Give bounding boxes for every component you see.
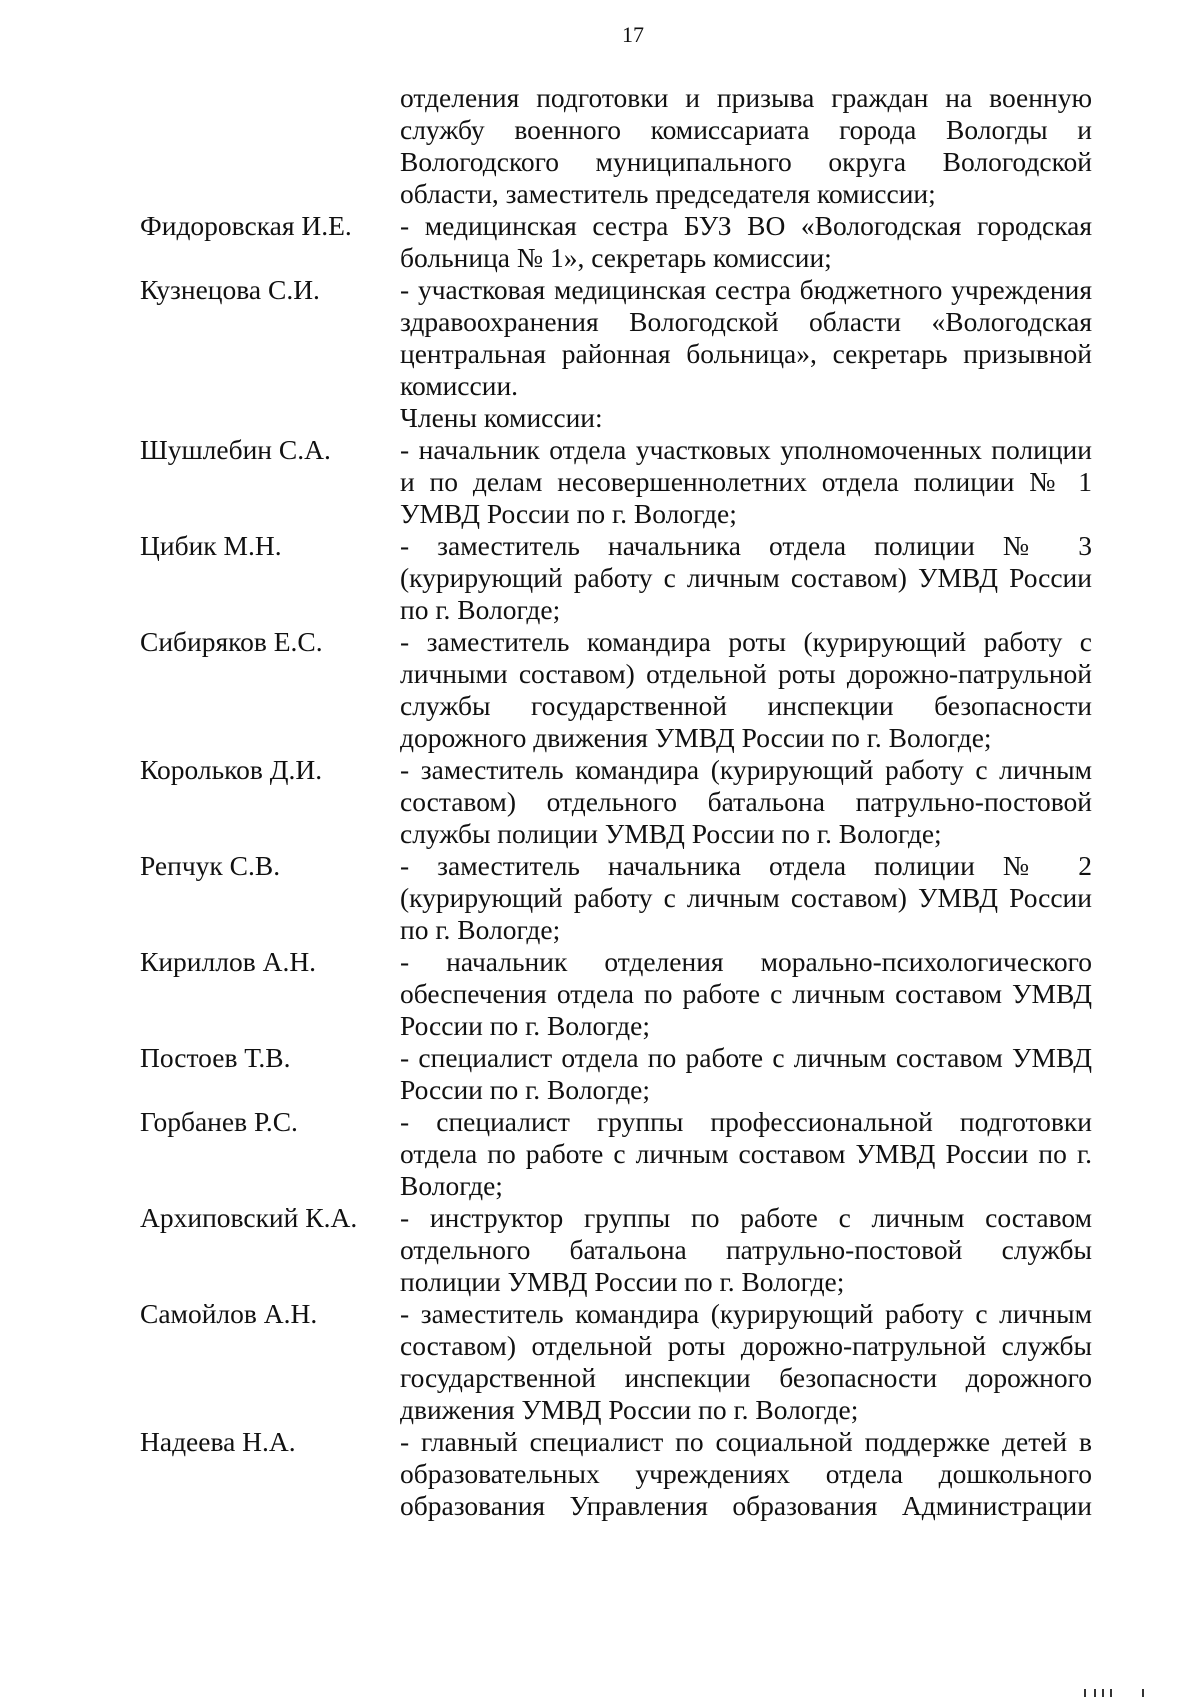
member-name: Самойлов А.Н. [140, 1298, 318, 1329]
member-description: - начальник отдела участковых уполномоченных полиции и по делам несовершеннолетних отдела полиции № 1 УМВД России по г. Вологде; [400, 434, 1092, 529]
commission-entry [140, 210, 1092, 274]
member-name: Кириллов А.Н. [140, 946, 317, 977]
member-entry [140, 850, 1092, 946]
member-description: - специалист группы профессиональной подготовки отдела по работе с личным составом УМВД России по г. Вологде; [400, 1106, 1092, 1201]
member-entry [140, 1298, 1092, 1426]
member-name: Корольков Д.И. [140, 754, 323, 785]
document-body [140, 82, 1092, 1522]
entry-name: Кузнецова С.И. [140, 274, 320, 305]
member-description: - инструктор группы по работе с личным составом отдельного батальона патрульно-постовой службы полиции УМВД России по г. Вологде; [400, 1202, 1092, 1297]
member-entry [140, 1426, 1092, 1522]
intro-text: отделения подготовки и призыва граждан на военную службу военного комиссариата города Вологды и Вологодского муниципального округа Вологодской области, заместитель председателя комиссии; [400, 82, 1092, 209]
member-entry [140, 754, 1092, 850]
member-description: - заместитель командира (курирующий работу с личным составом) отдельного батальона патрульно-постовой службы полиции УМВД России по г. Вологде; [400, 754, 1092, 849]
member-description: - заместитель командира (курирующий работу с личным составом) отдельной роты дорожно-патрульной службы государственной инспекции безопасности дорожного движения УМВД России по г. Вологде; [400, 1298, 1092, 1425]
entry-description: - участковая медицинская сестра бюджетного учреждения здравоохранения Вологодской области «Вологодская центральная районная больница», секретарь призывной комиссии. [400, 274, 1092, 401]
member-entry [140, 530, 1092, 626]
intro-row [140, 82, 1092, 210]
member-name: Репчук С.В. [140, 850, 281, 881]
member-description: - главный специалист по социальной поддержке детей в образовательных учреждениях отдела дошкольного образования Управления образования Администрации [400, 1426, 1092, 1521]
member-name: Шушлебин С.А. [140, 434, 331, 465]
member-name: Надеева Н.А. [140, 1426, 296, 1457]
member-description: - специалист отдела по работе с личным составом УМВД России по г. Вологде; [400, 1042, 1092, 1105]
member-entry [140, 1106, 1092, 1202]
member-name: Горбанев Р.С. [140, 1106, 298, 1137]
member-description: - заместитель начальника отдела полиции № 3 (курирующий работу с личным составом) УМВД России по г. Вологде; [400, 530, 1092, 625]
entry-description: - медицинская сестра БУЗ ВО «Вологодская городская больница № 1», секретарь комиссии; [400, 210, 1092, 273]
member-name: Сибиряков Е.С. [140, 626, 323, 657]
commission-entry [140, 274, 1092, 402]
member-name: Архиповский К.А. [140, 1202, 358, 1233]
member-entry [140, 626, 1092, 754]
member-name: Цибик М.Н. [140, 530, 282, 561]
member-entry [140, 946, 1092, 1042]
member-description: - начальник отделения морально-психологического обеспечения отдела по работе с личным составом УМВД России по г. Вологде; [400, 946, 1092, 1041]
members-heading: Члены комиссии: [400, 402, 603, 433]
member-entry [140, 434, 1092, 530]
member-entry [140, 1202, 1092, 1298]
page-number: 17 [622, 22, 644, 47]
member-description: - заместитель командира роты (курирующий работу с личными составом) отдельной роты дорожно-патрульной службы государственной инспекции безопасности дорожного движения УМВД России по г. Вологде; [400, 626, 1092, 753]
scan-edge-marks [1080, 1687, 1160, 1697]
member-description: - заместитель начальника отдела полиции № 2 (курирующий работу с личным составом) УМВД России по г. Вологде; [400, 850, 1092, 945]
entry-name: Фидоровская И.Е. [140, 210, 352, 241]
member-name: Постоев Т.В. [140, 1042, 291, 1073]
member-entry [140, 1042, 1092, 1106]
